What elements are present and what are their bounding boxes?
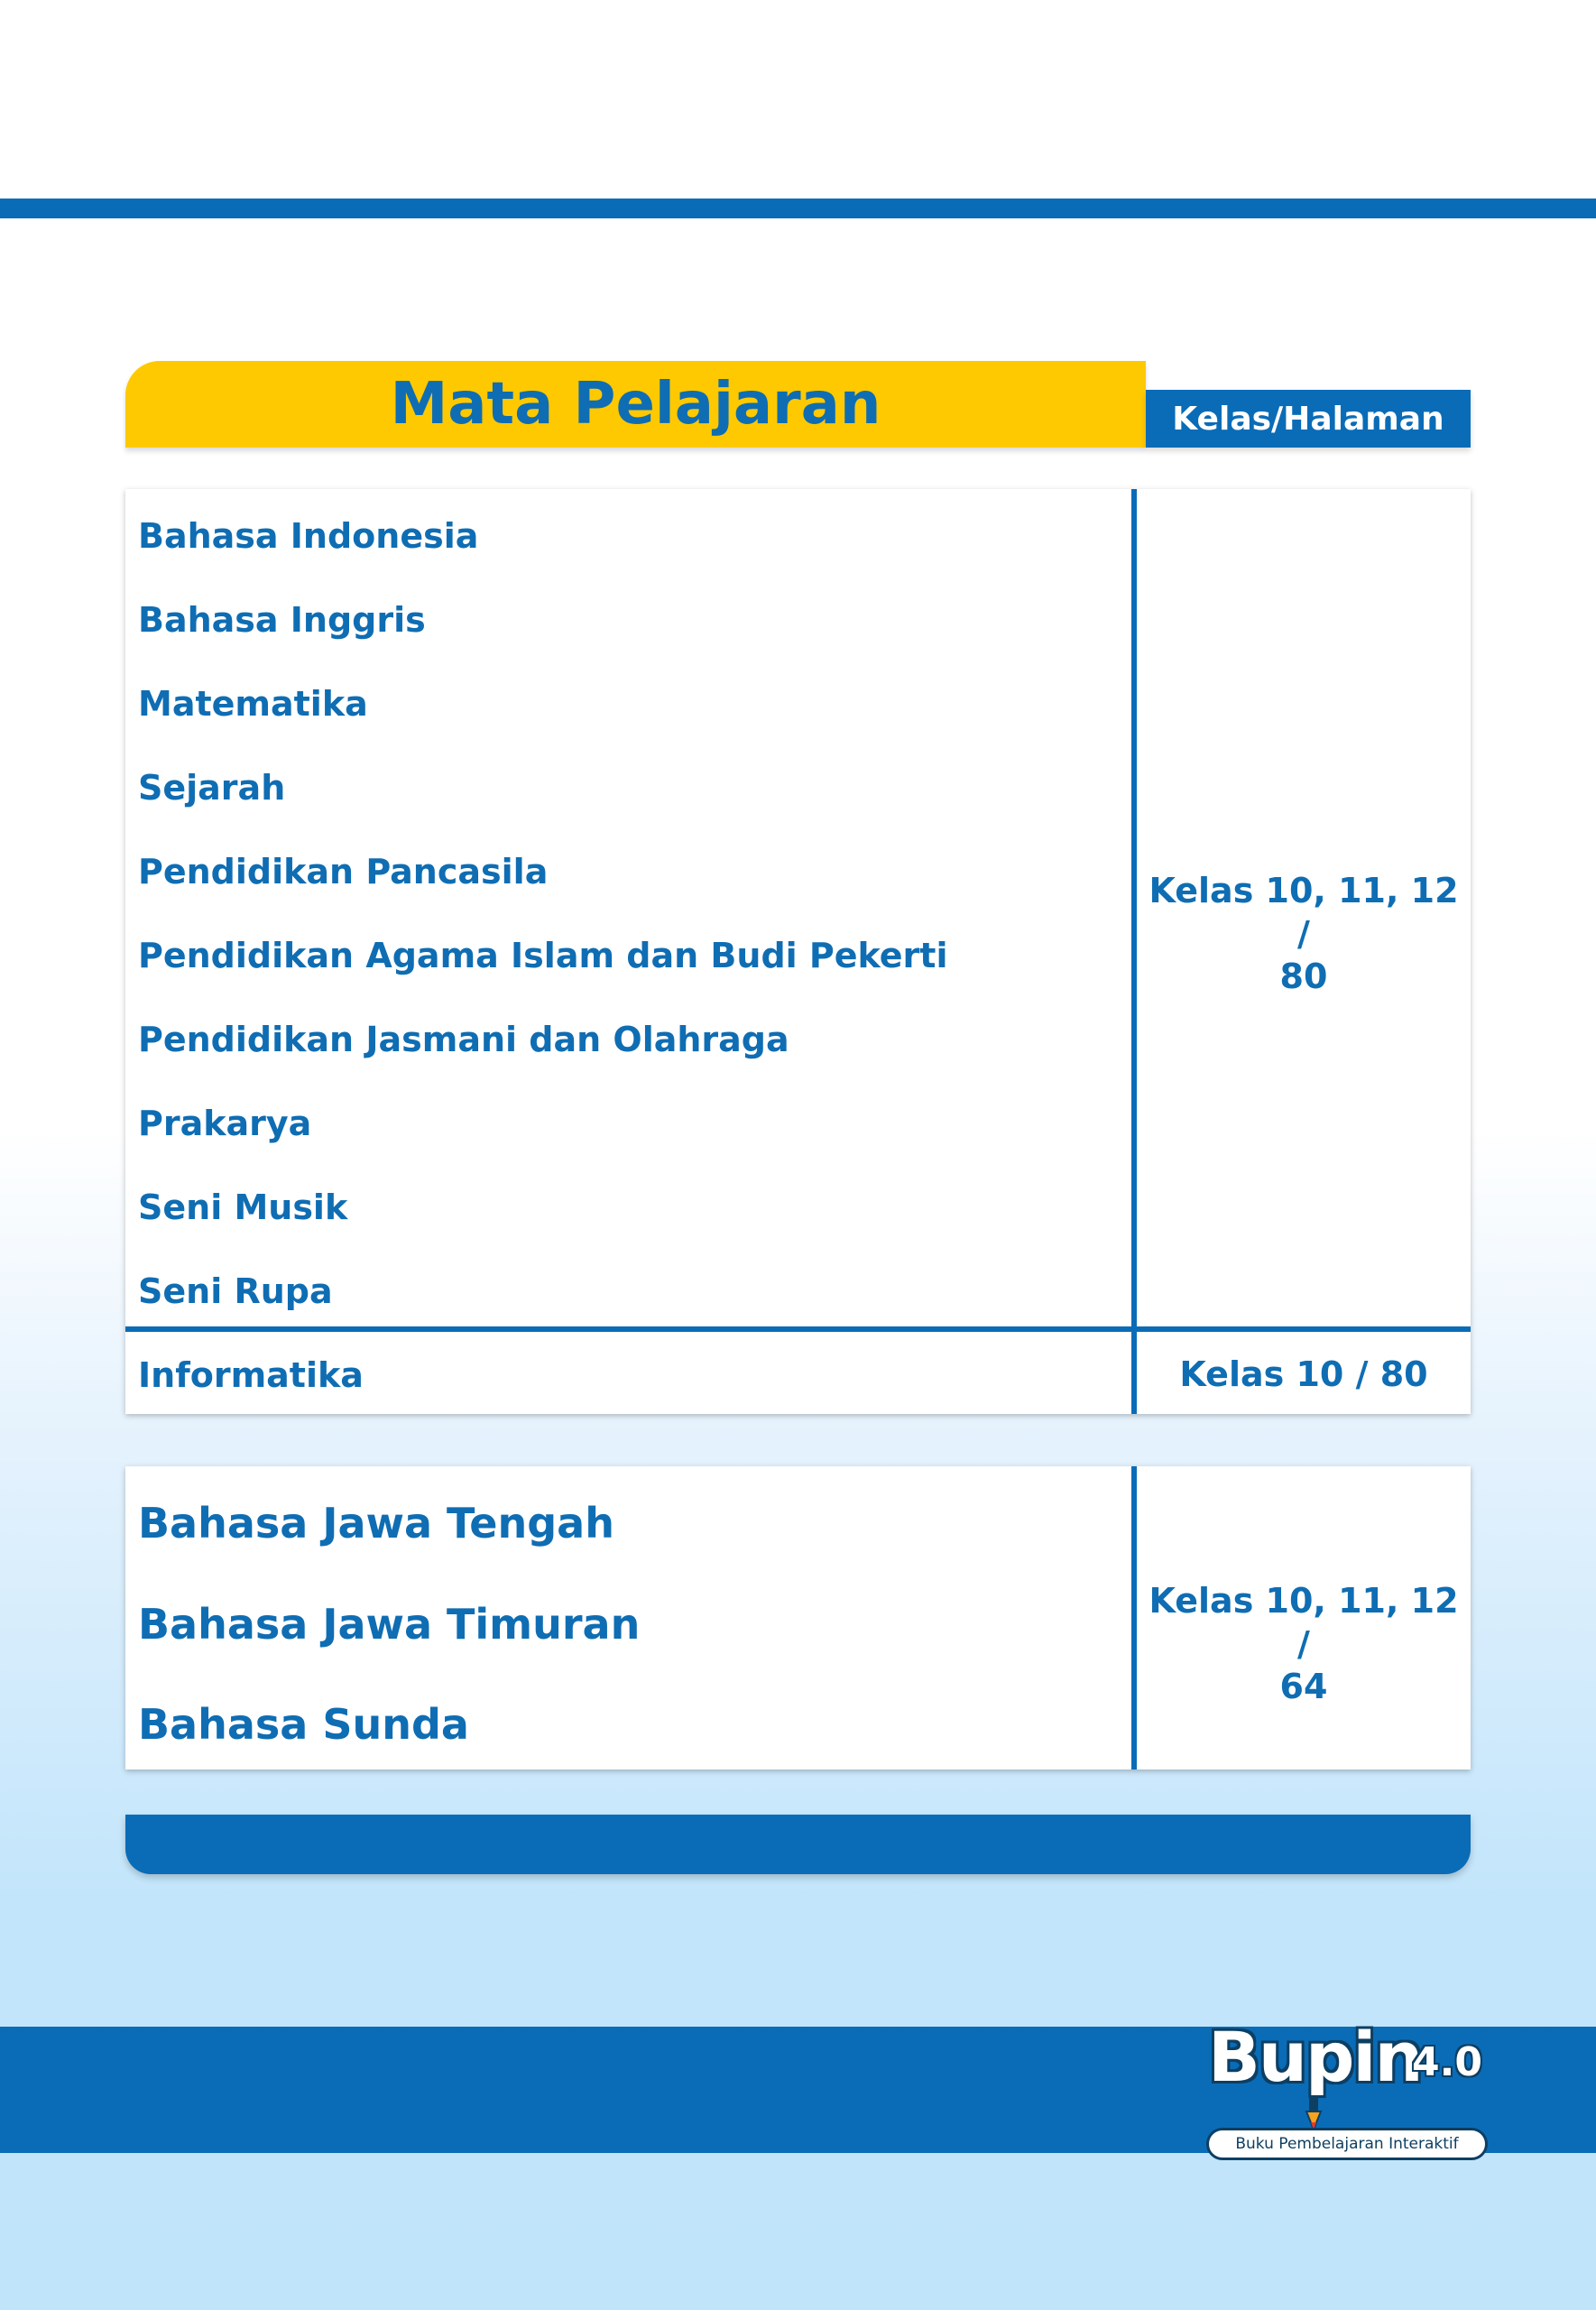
- subject-seni-rupa: Seni Rupa: [138, 1271, 333, 1311]
- class-page-group3-line1: Kelas 10, 11, 12 /: [1149, 1581, 1459, 1664]
- subject-bahasa-inggris: Bahasa Inggris: [138, 600, 426, 640]
- class-page-group1-line2: 80: [1279, 956, 1328, 996]
- subject-pendidikan-agama-islam: Pendidikan Agama Islam dan Budi Pekerti: [138, 936, 948, 975]
- subject-table-regional: [125, 1466, 1471, 1769]
- class-page-header-label: Kelas/Halaman: [1172, 400, 1444, 438]
- page-title: Mata Pelajaran: [390, 371, 881, 438]
- class-page-group3: [1137, 1580, 1471, 1709]
- subject-header-tab: [125, 361, 1146, 448]
- class-page-header-tab: [1146, 390, 1471, 448]
- subject-sejarah: Sejarah: [138, 768, 286, 808]
- logo-version: 4.0: [1412, 2039, 1482, 2085]
- bottom-decor-bar: [125, 1815, 1471, 1874]
- class-page-group1: [1137, 870, 1471, 999]
- subject-informatika: Informatika: [138, 1355, 364, 1395]
- subject-prakarya: Prakarya: [138, 1104, 312, 1143]
- logo-wordmark: Bupin: [1208, 2017, 1422, 2097]
- top-rule: [0, 199, 1596, 218]
- subject-bahasa-jawa-timuran: Bahasa Jawa Timuran: [138, 1600, 641, 1649]
- class-page-group1-line1: Kelas 10, 11, 12 /: [1149, 871, 1459, 954]
- row-divider: [125, 1326, 1471, 1332]
- subject-bahasa-sunda: Bahasa Sunda: [138, 1700, 469, 1749]
- subject-pendidikan-jasmani: Pendidikan Jasmani dan Olahraga: [138, 1020, 789, 1059]
- subject-table-main: [125, 489, 1471, 1414]
- subject-bahasa-jawa-tengah: Bahasa Jawa Tengah: [138, 1499, 614, 1548]
- subject-seni-musik: Seni Musik: [138, 1187, 348, 1227]
- logo-tagline-pill: [1206, 2128, 1488, 2160]
- pen-icon: [1302, 2097, 1325, 2131]
- bupin-logo: [1204, 2019, 1493, 2164]
- class-page-group3-line2: 64: [1279, 1667, 1328, 1706]
- subject-pendidikan-pancasila: Pendidikan Pancasila: [138, 852, 549, 892]
- subject-matematika: Matematika: [138, 684, 368, 724]
- class-page-informatika: Kelas 10 / 80: [1179, 1354, 1428, 1394]
- logo-tagline: Buku Pembelajaran Interaktif: [1235, 2135, 1459, 2153]
- subject-bahasa-indonesia: Bahasa Indonesia: [138, 516, 479, 556]
